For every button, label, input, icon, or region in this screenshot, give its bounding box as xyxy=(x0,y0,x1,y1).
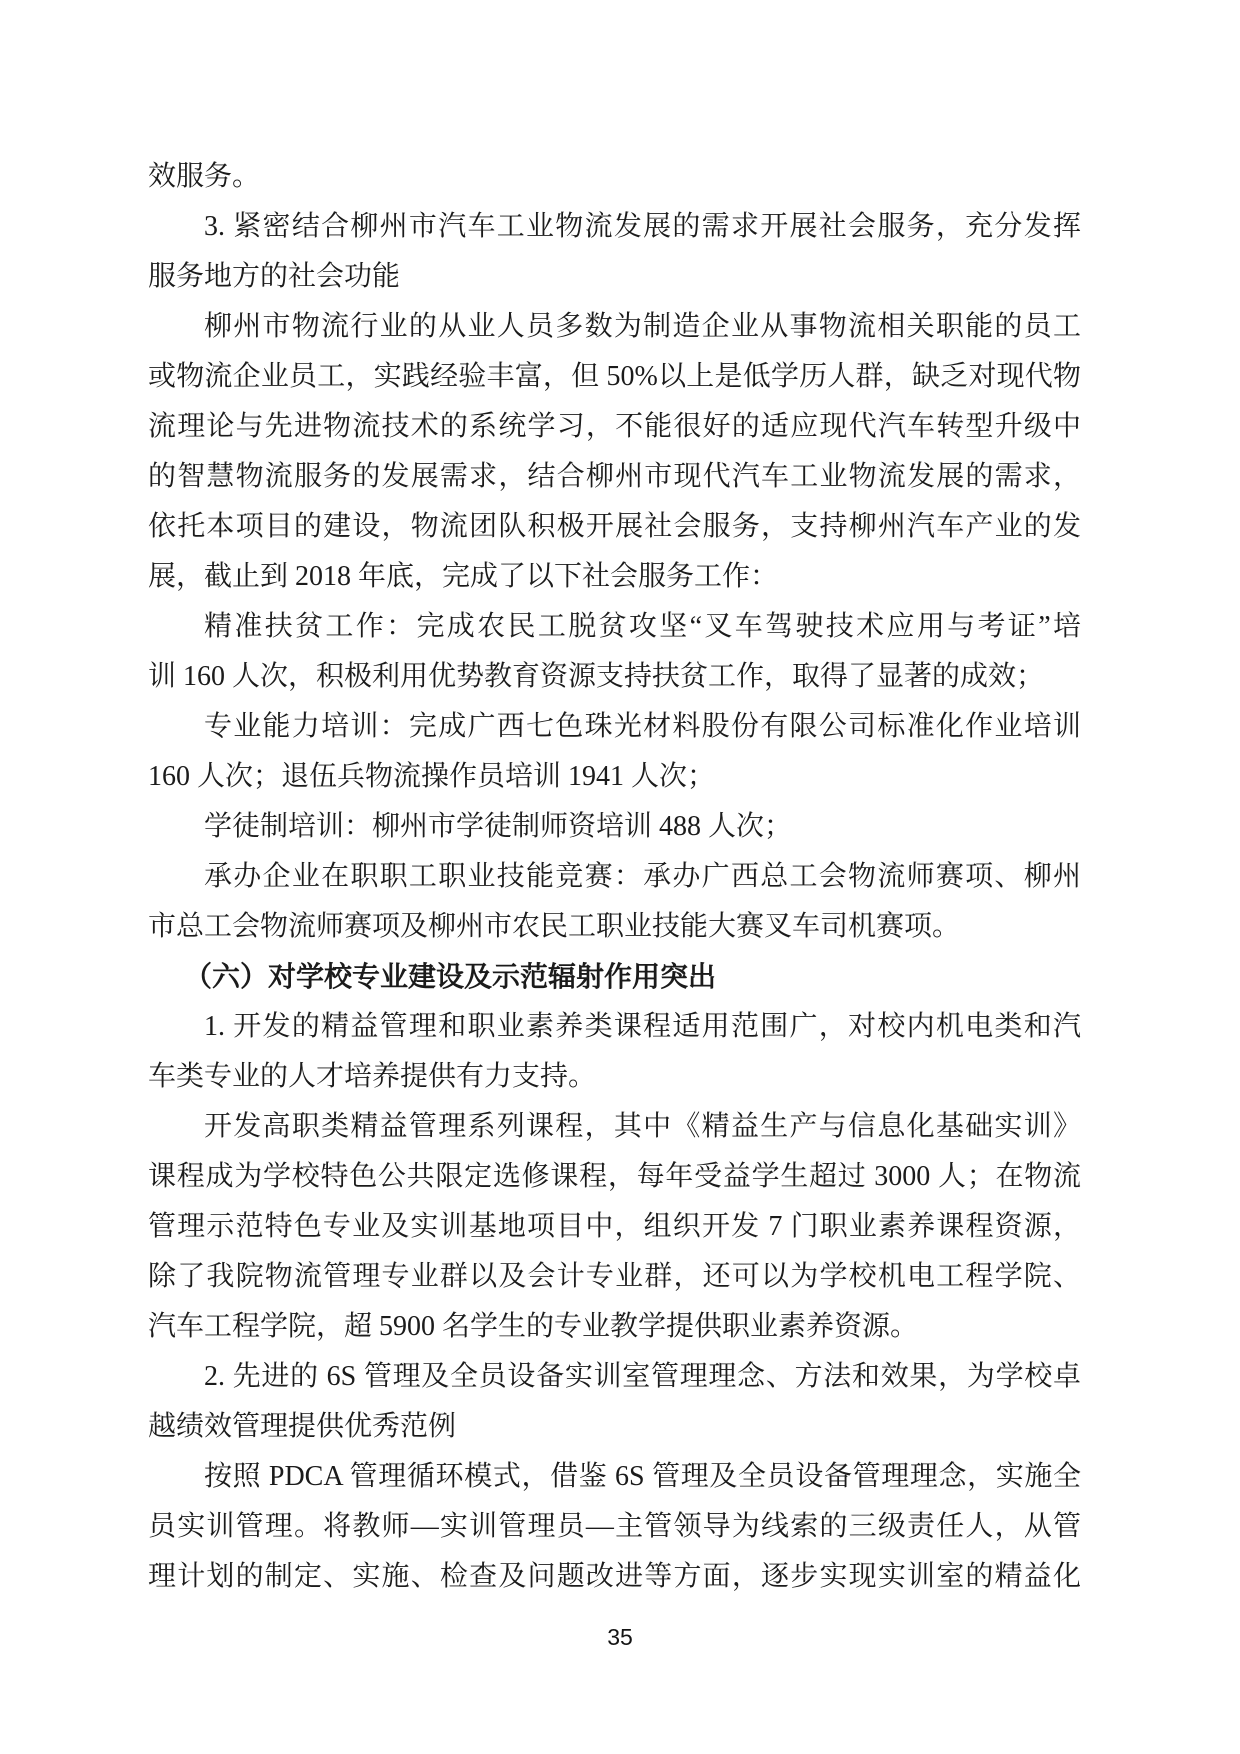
text-line: 管理示范特色专业及实训基地项目中，组织开发 7 门职业素养课程资源， xyxy=(148,1211,1081,1242)
text-line: 的智慧物流服务的发展需求，结合柳州市现代汽车工业物流发展的需求， xyxy=(148,461,1081,492)
text-line: 越绩效管理提供优秀范例 xyxy=(148,1411,457,1442)
text-line: 按照 PDCA 管理循环模式，借鉴 6S 管理及全员设备管理理念，实施全 xyxy=(204,1461,1081,1492)
text-line: 开发高职类精益管理系列课程，其中《精益生产与信息化基础实训》 xyxy=(204,1111,1081,1142)
page-number: 35 xyxy=(607,1624,633,1650)
text-line: 车类专业的人才培养提供有力支持。 xyxy=(148,1061,597,1092)
text-line: 效服务。 xyxy=(148,161,261,192)
text-line: 承办企业在职职工职业技能竞赛：承办广西总工会物流师赛项、柳州 xyxy=(204,861,1081,892)
text-line: 精准扶贫工作：完成农民工脱贫攻坚“叉车驾驶技术应用与考证”培 xyxy=(204,611,1081,642)
text-line: 汽车工程学院，超 5900 名学生的专业教学提供职业素养资源。 xyxy=(148,1311,919,1342)
text-line: 市总工会物流师赛项及柳州市农民工职业技能大赛叉车司机赛项。 xyxy=(148,911,961,942)
document-body xyxy=(148,152,1081,1602)
text-line: 员实训管理。将教师—实训管理员—主管领导为线索的三级责任人，从管 xyxy=(148,1511,1081,1542)
text-line: 展，截止到 2018 年底，完成了以下社会服务工作： xyxy=(148,561,779,592)
text-line: 160 人次；退伍兵物流操作员培训 1941 人次； xyxy=(148,761,716,792)
text-line: 依托本项目的建设，物流团队积极开展社会服务，支持柳州汽车产业的发 xyxy=(148,511,1081,542)
text-line: 服务地方的社会功能 xyxy=(148,261,401,292)
section-heading: （六）对学校专业建设及示范辐射作用突出 xyxy=(184,961,717,992)
text-line: 3. 紧密结合柳州市汽车工业物流发展的需求开展社会服务，充分发挥 xyxy=(204,211,1081,242)
text-line: 流理论与先进物流技术的系统学习，不能很好的适应现代汽车转型升级中 xyxy=(148,411,1081,442)
text-line: 学徒制培训：柳州市学徒制师资培训 488 人次； xyxy=(204,811,793,842)
text-line: 柳州市物流行业的从业人员多数为制造企业从事物流相关职能的员工 xyxy=(204,311,1081,342)
text-line: 专业能力培训：完成广西七色珠光材料股份有限公司标准化作业培训 xyxy=(204,711,1081,742)
text-line: 课程成为学校特色公共限定选修课程，每年受益学生超过 3000 人；在物流 xyxy=(148,1161,1081,1192)
text-line: 2. 先进的 6S 管理及全员设备实训室管理理念、方法和效果，为学校卓 xyxy=(204,1361,1081,1392)
text-line: 或物流企业员工，实践经验丰富，但 50%以上是低学历人群，缺乏对现代物 xyxy=(148,361,1081,392)
text-line: 训 160 人次，积极利用优势教育资源支持扶贫工作，取得了显著的成效； xyxy=(148,661,1045,692)
text-line: 除了我院物流管理专业群以及会计专业群，还可以为学校机电工程学院、 xyxy=(148,1261,1081,1292)
text-line: 理计划的制定、实施、检查及问题改进等方面，逐步实现实训室的精益化 xyxy=(148,1561,1081,1592)
text-line: 1. 开发的精益管理和职业素养类课程适用范围广，对校内机电类和汽 xyxy=(204,1011,1081,1042)
